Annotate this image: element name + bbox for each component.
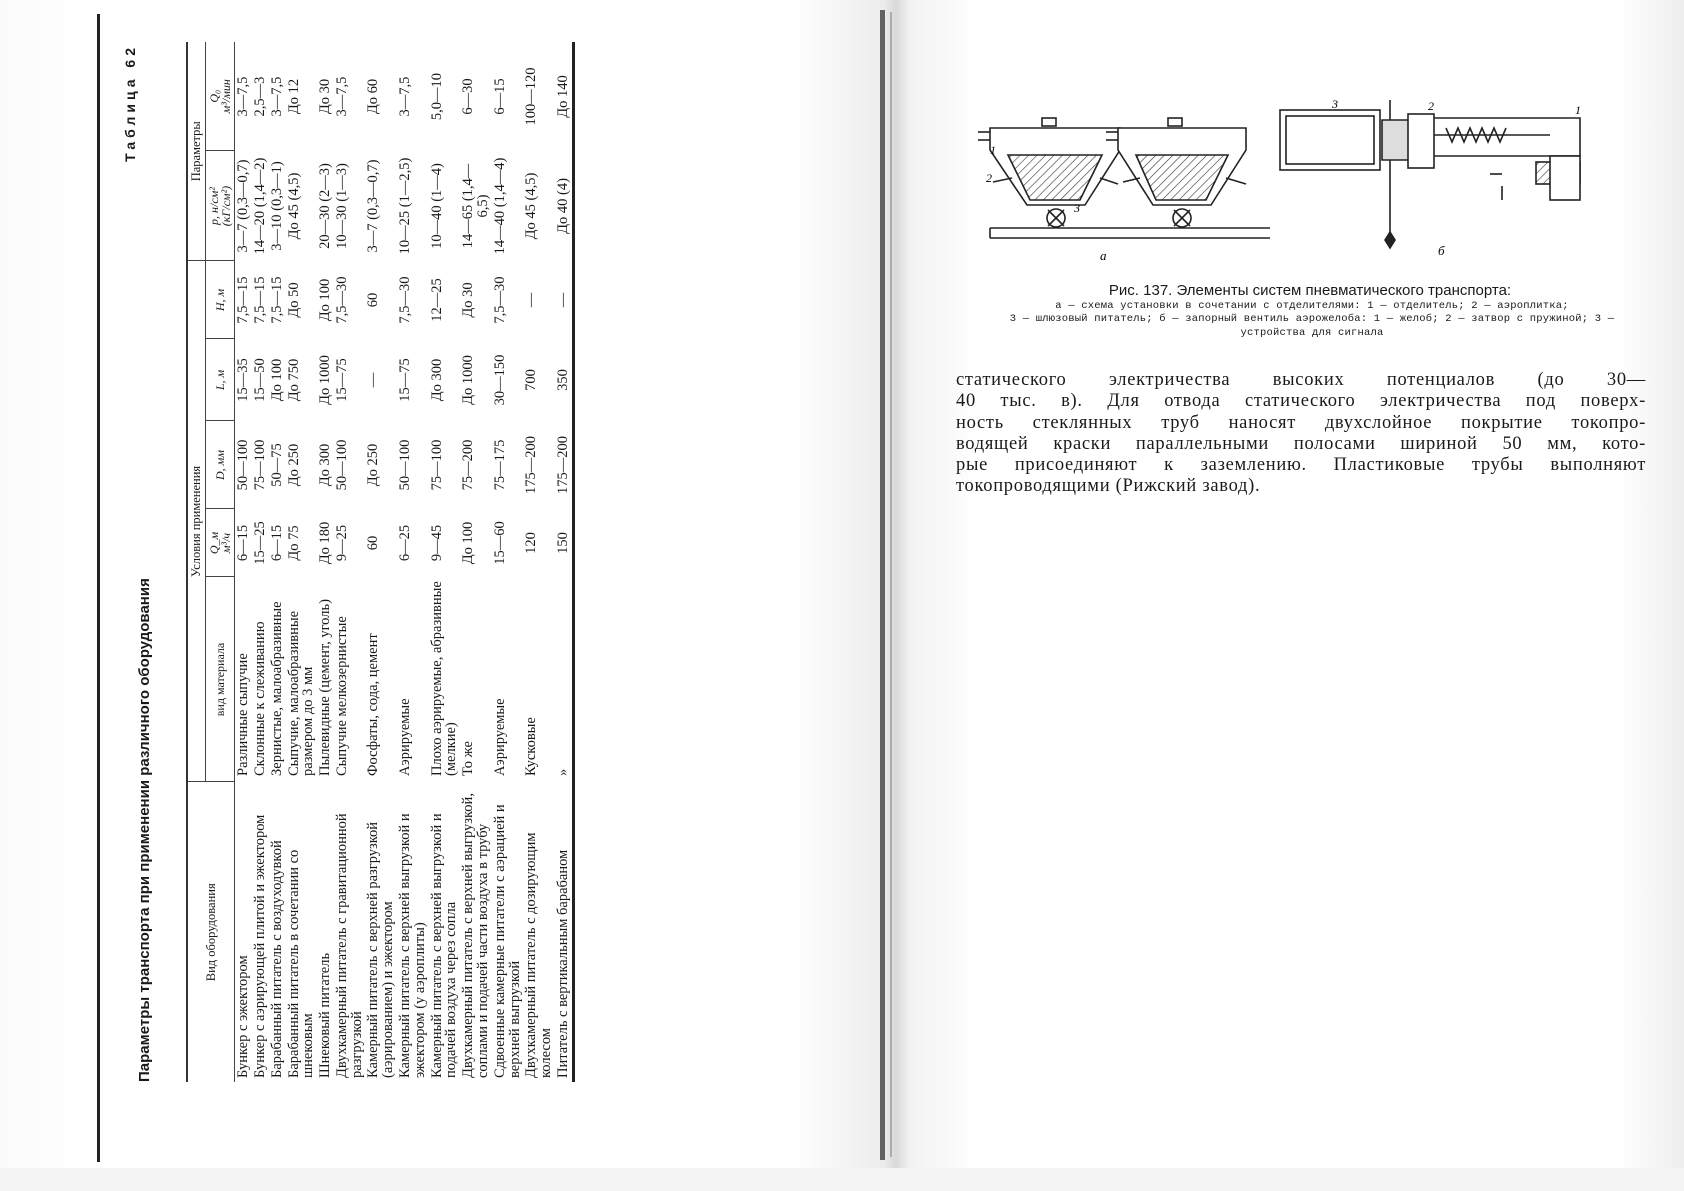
text-line: рые присоединяют к заземлению. Пластиковые трубы выполняют [956, 455, 1646, 476]
cell-l: До 1000 [317, 355, 334, 405]
label-a: а [1100, 248, 1107, 263]
cell-d: 175—200 [523, 436, 540, 494]
cell-h: До 50 [285, 282, 302, 318]
table-row [317, 42, 334, 1082]
cell-mat: Склонные к слеживанию [252, 621, 268, 776]
header-group-conditions: Условия применения [187, 261, 205, 782]
cell-mat: Фосфаты, сода, цемент [365, 633, 382, 776]
cell-p: 3—10 (0,3—1) [268, 161, 285, 251]
cell-eq: Бункер с аэрирующей плитой и эжектором [252, 814, 268, 1078]
table-row [492, 42, 524, 1082]
header-q0: Q₀ м³/мин [205, 42, 234, 151]
cell-l: До 300 [428, 358, 445, 402]
cell-mat: Пылевидные (цемент, уголь) [317, 599, 334, 776]
cell-mat: Кусковые [523, 717, 540, 776]
cell-d: 50—75 [268, 443, 285, 487]
cell-q0: 100—120 [523, 67, 540, 126]
cell-h: 7,5—15 [268, 276, 285, 324]
cell-q0: 5,0—10 [428, 72, 445, 121]
cell-q0: 2,5—3 [252, 76, 268, 117]
header-qm: Q_м м³/ч [205, 509, 234, 577]
cell-l: До 1000 [460, 355, 477, 405]
cell-l: 30—150 [491, 354, 508, 406]
cell-qm: 15—25 [252, 521, 268, 565]
cell-p: 3—7 (0,3—0,7) [365, 159, 382, 253]
diagram-a [978, 118, 1270, 238]
cell-l: 15—75 [333, 358, 350, 402]
cell-qm: 9—45 [428, 524, 445, 562]
page-bottom-edge [0, 1168, 1684, 1191]
parameters-table [186, 42, 575, 1082]
text-line: ность стеклянных труб наносят двухслойное покрытие токопро- [956, 412, 1646, 433]
cell-l: 15—75 [397, 358, 414, 402]
cell-qm: 15—60 [491, 521, 508, 565]
cell-p: 10—30 (1—3) [333, 163, 350, 249]
cell-h: 12—25 [428, 278, 445, 322]
cell-eq: Барабанный питатель с воздуходувкой [268, 840, 285, 1078]
label-2: 2 [986, 171, 992, 185]
cell-qm: 6—15 [235, 524, 252, 562]
header-p: р, н/см² (кГ/см²) [205, 151, 234, 261]
cell-q0: 3—7,5 [397, 76, 414, 117]
cell-q0: 3—7,5 [235, 76, 252, 117]
table-row [429, 42, 461, 1082]
header-d: D, мм [205, 421, 234, 509]
cell-mat: То же [460, 741, 477, 776]
cell-mat: Аэрируемые [491, 698, 508, 776]
diagram-b [1280, 100, 1580, 248]
cell-p: 20—30 (2—3) [317, 163, 334, 249]
cell-mat: Различные сыпучие [235, 653, 252, 776]
cell-d: 75—100 [428, 439, 445, 491]
cell-qm: До 100 [460, 521, 477, 565]
cell-h: 7,5—15 [252, 276, 268, 324]
rotated-table-page [122, 42, 876, 1082]
header-material: вид материала [205, 577, 234, 782]
label-3: 3 [1074, 201, 1080, 215]
cell-qm: До 75 [285, 525, 302, 561]
header-group-params: Параметры [187, 42, 205, 261]
figure-caption-title: Рис. 137. Элементы систем пневматического транспорта: [1108, 282, 1512, 299]
cell-mat: » [554, 768, 571, 776]
cell-d: До 250 [365, 443, 382, 487]
table-row [555, 42, 573, 1082]
cell-p: До 45 (4,5) [285, 172, 302, 240]
cell-d: 50—100 [333, 439, 350, 491]
cell-h: — [554, 292, 571, 308]
header-h: H, м [205, 261, 234, 339]
label-b: б [1438, 243, 1445, 258]
cell-eq: Камерный питатель с верхней выгрузкой и подачей воздуха через сопла [428, 813, 460, 1078]
label-b2: 2 [1428, 99, 1434, 113]
cell-d: До 250 [285, 443, 302, 487]
cell-eq: Сдвоенные камерные питатели с аэрацией и верхней выгрузкой [491, 804, 523, 1078]
text-line: токопроводящими (Рижский завод). [956, 476, 1261, 497]
cell-eq: Двухкамерный питатель с верхней выгрузкой, соплами и подачей части воздуха в трубу [460, 793, 491, 1078]
cell-l: До 750 [285, 358, 302, 402]
cell-qm: 6—25 [397, 524, 414, 562]
text-line: статического электричества высоких потенциалов (до 30— [956, 370, 1646, 390]
cell-l: 15—50 [252, 358, 268, 402]
body-paragraph [956, 370, 1646, 498]
cell-h: 7,5—30 [397, 276, 414, 324]
cell-qm: 150 [554, 532, 571, 554]
cell-eq: Бункер с эжектором [235, 955, 252, 1078]
page-margin-rule [97, 14, 100, 1162]
label-b1: 1 [1575, 103, 1581, 117]
cell-p: 3—7 (0,3—0,7) [235, 159, 252, 253]
cell-p: 14—20 (1,4—2) [252, 157, 268, 255]
cell-q0: До 12 [285, 78, 302, 115]
cell-l: — [365, 372, 382, 388]
cell-qm: 6—15 [268, 524, 285, 562]
header-equipment: Вид оборудования [203, 883, 218, 982]
figure-caption-body [984, 300, 1640, 340]
cell-p: До 45 (4,5) [523, 172, 540, 240]
cell-q0: 3—7,5 [268, 76, 285, 117]
cell-p: 14—40 (1,4—4) [491, 157, 508, 255]
cell-p: 14—65 (1,4—6,5) [460, 163, 491, 249]
cell-eq: Шнековый питатель [317, 952, 334, 1078]
cell-q0: 6—15 [491, 78, 508, 115]
table-row [523, 42, 555, 1082]
cell-d: До 300 [317, 443, 334, 487]
cell-mat: Сыпучие мелкозернистые [333, 616, 350, 776]
table-body [235, 42, 573, 1082]
cell-qm: 9—25 [333, 524, 350, 562]
cell-qm: 120 [523, 532, 540, 554]
cell-h: 7,5—15 [235, 276, 252, 324]
label-1: 1 [990, 143, 996, 157]
table-title: Параметры транспорта при применении различного оборудования [136, 578, 153, 1082]
cell-mat: Плохо аэрируемые, абразивные (мелкие) [428, 581, 460, 776]
text-line: 40 тыс. в). Для отвода статического электричества под поверх- [956, 391, 1646, 412]
cell-h: 7,5—30 [333, 276, 350, 324]
cell-q0: 6—30 [460, 78, 477, 115]
cell-h: 7,5—30 [491, 276, 508, 324]
caption-line-1: а — схема установки в сочетании с отделителями: 1 — отделитель; 2 — аэроплитка; [1055, 300, 1569, 312]
cell-d: 75—175 [491, 439, 508, 491]
table-number: Таблица 62 [122, 44, 138, 162]
header-l: L, м [205, 339, 234, 421]
caption-line-2: 3 — шлюзовый питатель; б — запорный вентиль аэрожелоба: 1 — желоб; 2 — затвор с пружиной; 3 — устройства для сигнала [1009, 313, 1615, 339]
table-row [334, 42, 366, 1082]
table-row [286, 42, 318, 1082]
cell-d: 175—200 [554, 436, 571, 494]
cell-p: 10—25 (1—2,5) [397, 157, 414, 255]
cell-d: 50—100 [397, 439, 414, 491]
cell-eq: Камерный питатель с верхней разгрузкой (аэрированием) и эжектором [365, 821, 397, 1078]
cell-qm: До 180 [317, 521, 334, 565]
cell-h: До 30 [460, 282, 477, 318]
cell-q0: До 140 [554, 75, 571, 118]
cell-p: 10—40 (1—4) [428, 163, 445, 249]
cell-l: До 100 [268, 358, 285, 402]
table-row [365, 42, 397, 1082]
cell-mat: Сыпучие, малоабразивные размером до 3 мм [285, 610, 317, 776]
table-row [460, 42, 492, 1082]
cell-qm: 60 [365, 535, 382, 551]
cell-l: 15—35 [235, 358, 252, 402]
text-line: водящей краски параллельными полосами шириной 50 мм, кото- [956, 433, 1646, 454]
cell-eq: Двухкамерный питатель с гравитационной разгрузкой [333, 813, 365, 1078]
cell-eq: Двухкамерный питатель с дозирующим колесом [523, 832, 555, 1078]
cell-eq: Барабанный питатель в сочетании со шнековым [285, 849, 317, 1078]
cell-q0: 3—7,5 [333, 76, 350, 117]
cell-l: 700 [523, 369, 540, 391]
cell-mat: Зернистые, малоабразивные [268, 601, 285, 776]
cell-h: 60 [365, 292, 382, 308]
figure-137-diagram [986, 97, 1630, 270]
table-row [269, 42, 286, 1082]
cell-d: 75—200 [460, 439, 477, 491]
cell-eq: Камерный питатель с верхней выгрузкой и эжектором (у аэроплиты) [397, 813, 428, 1078]
cell-q0: До 60 [365, 78, 382, 115]
cell-l: 350 [554, 369, 571, 391]
cell-h: До 100 [317, 278, 334, 322]
label-b3: 3 [1332, 97, 1338, 111]
cell-d: 50—100 [235, 439, 252, 491]
cell-p: До 40 (4) [554, 178, 571, 234]
cell-mat: Аэрируемые [397, 698, 414, 776]
table-row [397, 42, 429, 1082]
table-row [235, 42, 252, 1082]
book-gutter [880, 10, 885, 1160]
cell-eq: Питатель с вертикальным барабаном [554, 849, 571, 1078]
table-row [252, 42, 269, 1082]
cell-h: — [523, 292, 540, 308]
book-gutter-shadow [890, 12, 892, 1157]
cell-q0: До 30 [317, 78, 334, 115]
cell-d: 75—100 [252, 439, 268, 491]
